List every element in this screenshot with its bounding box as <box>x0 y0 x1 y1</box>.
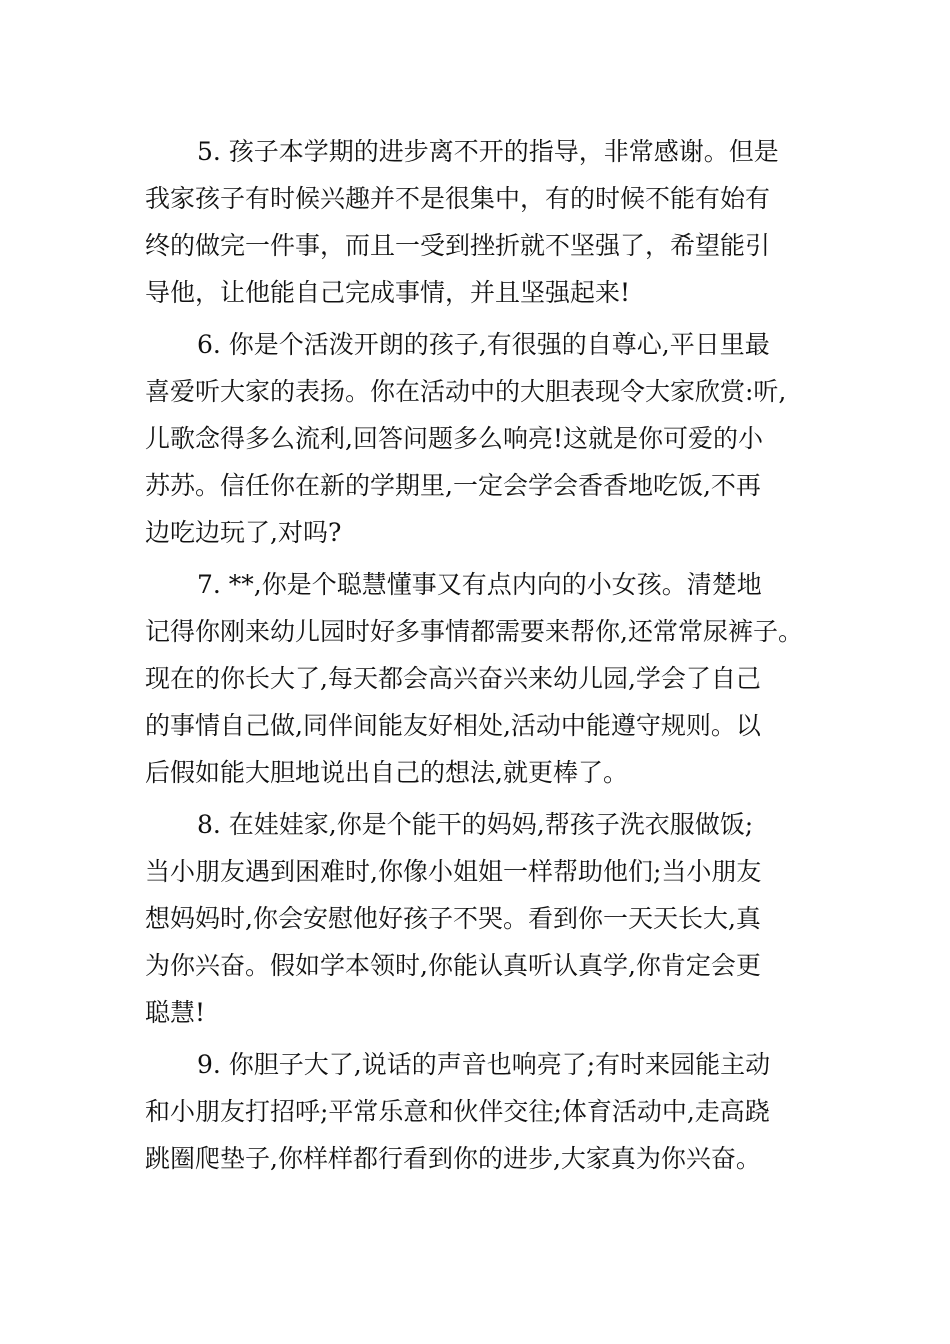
paragraph-8 <box>145 801 810 1036</box>
paragraph-line: 导他，让他能自己完成事情，并且坚强起来! <box>145 278 631 307</box>
paragraph-line: 苏苏。信任你在新的学期里,一定会学会香香地吃饭,不再 <box>145 471 761 500</box>
paragraph-line: 5. 孩子本学期的进步离不开的指导，非常感谢。但是 <box>197 137 779 166</box>
paragraph-9 <box>145 1041 810 1182</box>
paragraph-line: 9. 你胆子大了,说话的声音也响亮了;有时来园能主动 <box>197 1050 771 1079</box>
paragraph-line: 喜爱听大家的表扬。你在活动中的大胆表现令大家欣赏:听, <box>145 377 787 406</box>
paragraph-line: 现在的你长大了,每天都会高兴奋兴来幼儿园,学会了自己 <box>145 664 761 693</box>
paragraph-line: 儿歌念得多么流利,回答问题多么响亮!这就是你可爱的小 <box>145 424 763 453</box>
paragraph-line: 想妈妈时,你会安慰他好孩子不哭。看到你一天天长大,真 <box>145 904 761 933</box>
paragraph-line: 我家孩子有时候兴趣并不是很集中，有的时候不能有始有 <box>145 184 771 213</box>
paragraph-line: 7. **,你是个聪慧懂事又有点内向的小女孩。清楚地 <box>197 570 762 599</box>
paragraph-line: 聪慧! <box>145 998 206 1027</box>
paragraph-5 <box>145 128 810 316</box>
paragraph-7 <box>145 561 810 796</box>
paragraph-line: 边吃边玩了,对吗? <box>145 518 342 547</box>
paragraph-line: 的事情自己做,同伴间能友好相处,活动中能遵守规则。以 <box>145 711 761 740</box>
paragraph-line: 6. 你是个活泼开朗的孩子,有很强的自尊心,平日里最 <box>197 330 770 359</box>
paragraph-line: 当小朋友遇到困难时,你像小姐姐一样帮助他们;当小朋友 <box>145 857 762 886</box>
paragraph-line: 记得你刚来幼儿园时好多事情都需要来帮你,还常常尿裤子。 <box>145 617 803 646</box>
paragraph-line: 跳圈爬垫子,你样样都行看到你的进步,大家真为你兴奋。 <box>145 1144 761 1173</box>
paragraph-6 <box>145 321 810 556</box>
paragraph-line: 为你兴奋。假如学本领时,你能认真听认真学,你肯定会更 <box>145 951 761 980</box>
paragraph-line: 终的做完一件事，而且一受到挫折就不坚强了，希望能引 <box>145 231 771 260</box>
paragraph-line: 后假如能大胆地说出自己的想法,就更棒了。 <box>145 758 628 787</box>
document-body <box>145 128 810 1182</box>
paragraph-line: 和小朋友打招呼;平常乐意和伙伴交往;体育活动中,走高跷 <box>145 1097 770 1126</box>
paragraph-line: 8. 在娃娃家,你是个能干的妈妈,帮孩子洗衣服做饭; <box>197 810 754 839</box>
